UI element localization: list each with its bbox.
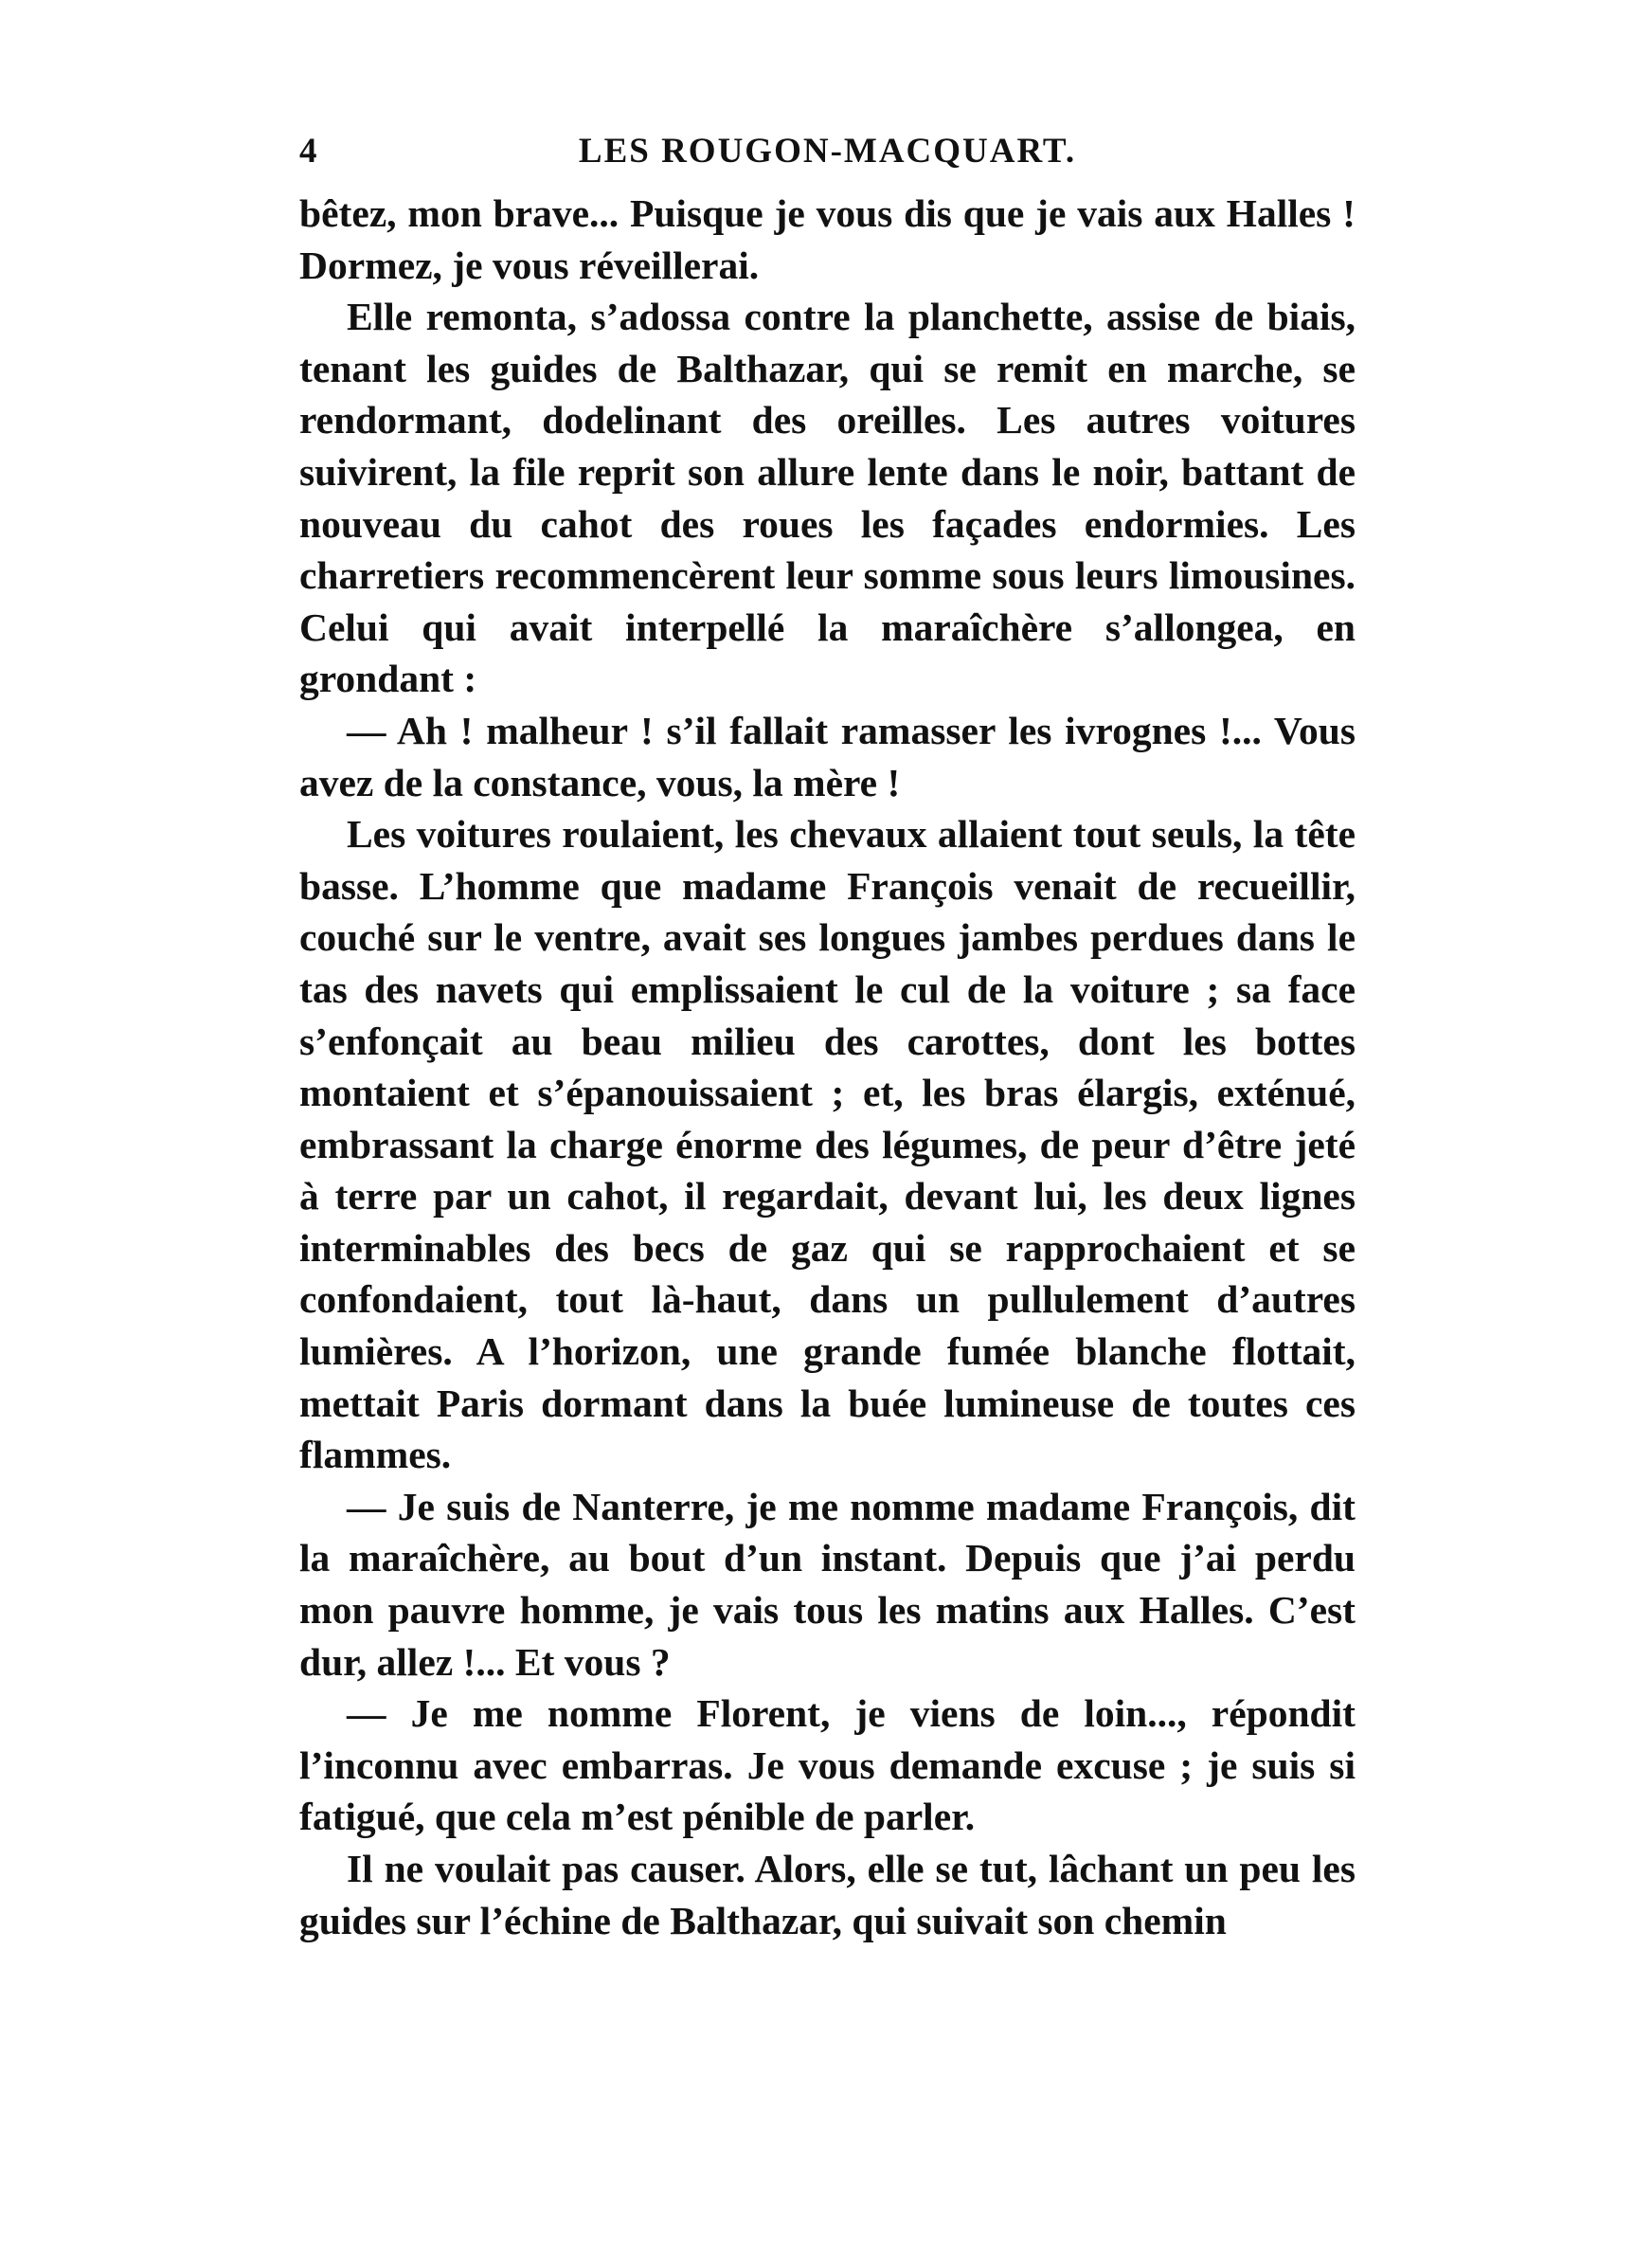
paragraph-continued: bêtez, mon brave... Puisque je vous dis que je vais aux Halles ! Dormez, je vous réveillerai.: [299, 191, 1356, 287]
running-title: LES ROUGON-MACQUART.: [578, 132, 1077, 171]
paragraph: Les voitures roulaient, les chevaux allaient tout seuls, la tête basse. L’homme que madame François venait de recueillir, couché sur le ventre, avait ses longues jambes perdues dans le tas des navets qui emplissaient le cul de la voiture ; sa face s’enfonçait au beau milieu des carottes, dont les bottes montaient et s’épanouissaient ; et, les bras élargis, exténué, embrassant la charge énorme des légumes, de peur d’être jeté à terre par un cahot, il regardait, devant lui, les deux lignes interminables des becs de gaz qui se rapprochaient et se confondaient, tout là-haut, dans un pullulement d’autres lumières. A l’horizon, une grande fumée blanche flottait, mettait Paris dormant dans la buée lumineuse de toutes ces flammes.: [299, 812, 1356, 1477]
dialogue-paragraph: — Je me nomme Florent, je viens de loin..., répondit l’inconnu avec embarras. Je vous demande excuse ; je suis si fatigué, que cela m’est pénible de parler.: [299, 1691, 1356, 1839]
body-text: [299, 188, 1356, 1946]
paragraph: Elle remonta, s’adossa contre la planchette, assise de biais, tenant les guides de Balthazar, qui se remit en marche, se rendormant, dodelinant des oreilles. Les autres voitures suivirent, la file reprit son allure lente dans le noir, battant de nouveau du cahot des roues les façades endormies. Les charretiers recommencèrent leur somme sous leurs limousines. Celui qui avait interpellé la maraîchère s’allongea, en grondant :: [299, 295, 1356, 701]
dialogue-paragraph: — Ah ! malheur ! s’il fallait ramasser les ivrognes !... Vous avez de la constance, vous, la mère !: [299, 708, 1356, 804]
dialogue-paragraph: — Je suis de Nanterre, je me nomme madame François, dit la maraîchère, au bout d’un instant. Depuis que j’ai perdu mon pauvre homme, je vais tous les matins aux Halles. C’est dur, allez !... Et vous ?: [299, 1484, 1356, 1684]
paragraph: Il ne voulait pas causer. Alors, elle se tut, lâchant un peu les guides sur l’échine de Balthazar, qui suivait son chemin: [299, 1847, 1356, 1942]
running-head: [299, 131, 1356, 188]
book-page: [299, 131, 1356, 1946]
page-number: 4: [299, 132, 318, 171]
